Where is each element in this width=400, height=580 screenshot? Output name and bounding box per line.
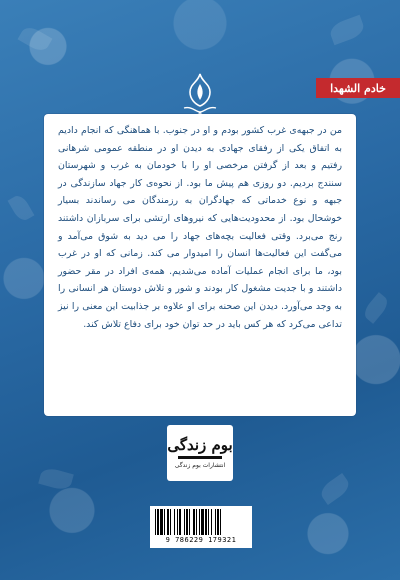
- barcode-bars: [154, 509, 248, 535]
- floral-pattern: [328, 15, 367, 45]
- publisher-logo-text: بوم زندگی: [167, 436, 233, 454]
- floral-pattern: [361, 292, 391, 324]
- publisher-name: انتشارات بوم زندگی: [174, 462, 226, 469]
- back-cover-blurb: من در جبهه‌ی غرب کشور بودم و او در جنوب. با هماهنگی که انجام دادیم به اتفاق یکی از رفقای جهادی به دیدن او در منطقه عمومی شرهانی رفتیم و بعد از گرفتن مرخصی او را با خودمان به غرب و شهرستان سنندج بردیم. دو روزی هم پیش ما بود. از نحوه‌ی کار جهاد سازندگی در جبهه و نوع خدماتی که جهادگران به رزمندگان می رساندند بسیار خوشحال بود. از محدودیت‌هایی که نیروهای ارتشی برای سربازان داشتند رنج می‌برد. وقتی فعالیت بچه‌های جهاد را می دید به شوق می‌آمد و می‌گفت این فعالیت‌ها انسان را امیدوار می کند. زمانی که او در غرب بود، ما برای انجام عملیات آماده می‌شدیم. همه‌ی افراد در مقر حضور داشتند و با جدیت مشغول کار بودند و شور و تلاش دوستان هر انسانی را به وجد می‌آورد. دیدن این صحنه برای او علاوه بر جذابیت این معنی را نیز تداعی می‌کرد که هر کس باید در حد توان خود برای دفاع تلاش کند.: [58, 125, 342, 330]
- isbn-number: 9 786229 179321: [165, 536, 237, 544]
- description-panel: [44, 114, 356, 416]
- floral-pattern: [318, 473, 353, 505]
- ornament-icon: [180, 72, 220, 116]
- logo-underline: [178, 456, 222, 459]
- publisher-logo: [167, 425, 233, 481]
- floral-pattern: [38, 466, 74, 492]
- series-badge: خادم الشهدا: [316, 78, 400, 98]
- floral-pattern: [18, 24, 53, 55]
- floral-pattern: [8, 193, 35, 224]
- isbn-barcode: [150, 506, 252, 548]
